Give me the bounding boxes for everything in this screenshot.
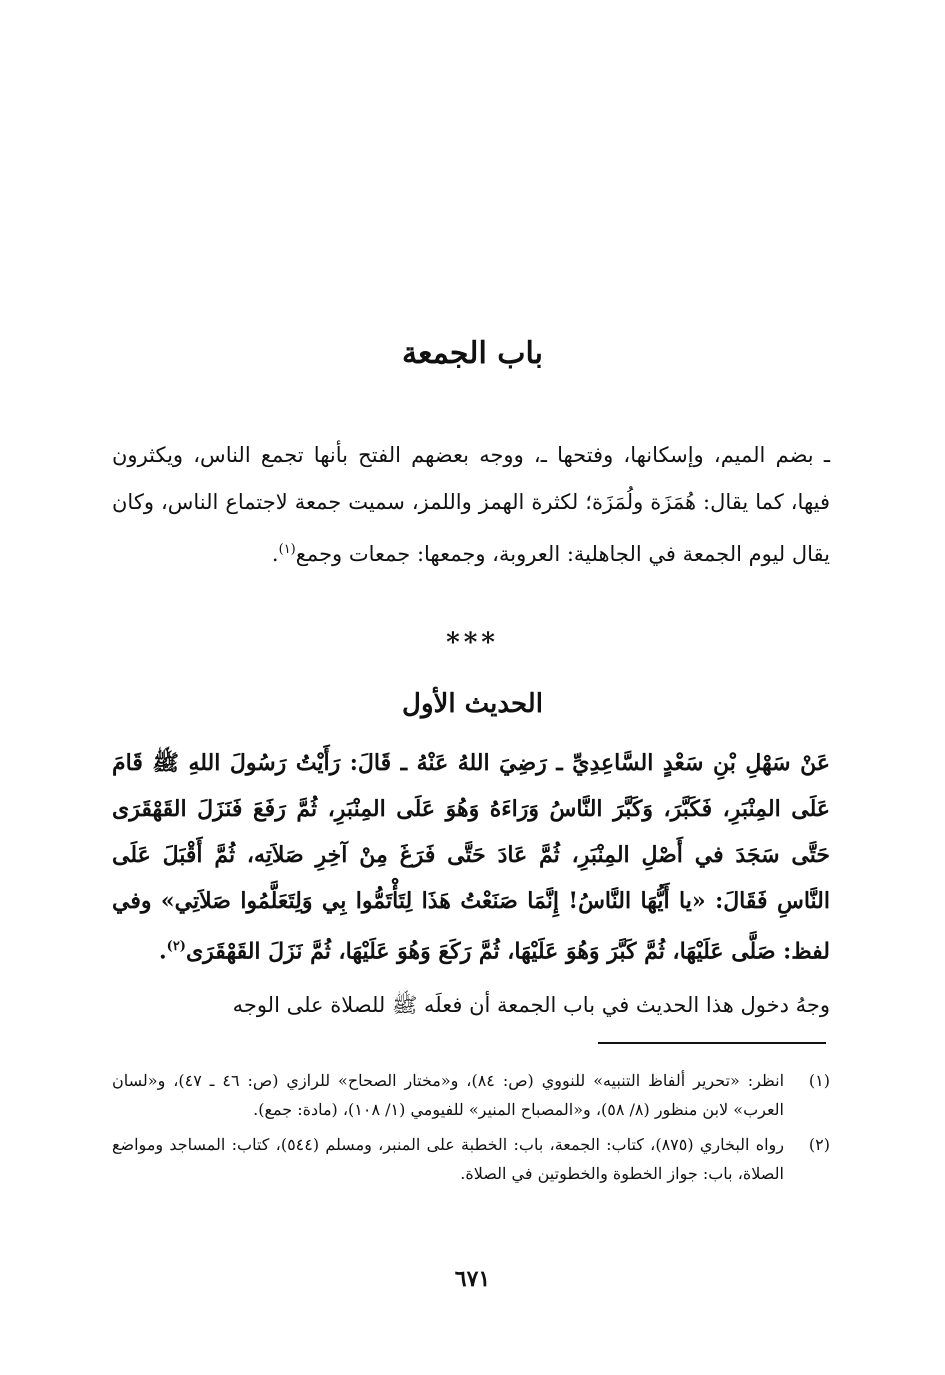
footnote-text: رواه البخاري (٨٧٥)، كتاب: الجمعة، باب: الخطبة على المنبر، ومسلم (٥٤٤)، كتاب: المساجد ومواضع الصلاة، باب: جواز الخطوة والخطوتين في الصلاة.	[112, 1135, 784, 1183]
footnote-divider	[598, 1042, 826, 1044]
footnote-item	[112, 1130, 830, 1188]
intro-paragraph	[112, 432, 830, 578]
commentary-paragraph: وجهُ دخول هذا الحديث في باب الجمعة أن فعلَه ﷺ للصلاة على الوجه	[232, 993, 830, 1017]
intro-end: .	[271, 542, 279, 566]
footnote-item	[112, 1066, 830, 1124]
intro-text: ـ بضم الميم، وإسكانها، وفتحها ـ، ووجه بعضهم الفتح بأنها تجمع الناس، ويكثرون فيها، كما يقال: هُمَزَة ولُمَزَة؛ لكثرة الهمز واللمز، سميت جمعة لاجتماع الناس، وكان يقال ليوم الجمعة في الجاهلية: العروبة، وجمعها: جمعات وجمع	[112, 443, 830, 566]
section-title: الحديث الأول	[402, 689, 543, 719]
footnote-marker-2[interactable]: (٢)	[166, 939, 186, 954]
page-number: ٦٧١	[454, 1266, 491, 1292]
hadith-text: عَنْ سَهْلِ بْنِ سَعْدٍ السَّاعِدِيِّ ـ رَضِيَ اللهُ عَنْهُ ـ قَالَ: رَأَيْتُ رَسُولَ اللهِ ﷺ قَامَ عَلَى المِنْبَرِ، فَكَبَّرَ، وَكَبَّرَ النَّاسُ وَرَاءَهُ وَهُوَ عَلَى المِنْبَرِ، ثُمَّ رَفَعَ فَنَزَلَ القَهْقَرَى حَتَّى سَجَدَ في أَصْلِ المِنْبَرِ، ثُمَّ عَادَ حَتَّى فَرَغَ مِنْ آخِرِ صَلاَتِه، ثُمَّ أَقْبَلَ عَلَى النَّاسِ فَقَالَ: «يا أَيُّهَا النَّاسُ! إِنَّمَا صَنَعْتُ هَذَا لِتَأْتَمُّوا بِي وَلِتَعَلَّمُوا صَلاَتِي» وفي لفظ: صَلَّى عَلَيْهَا، ثُمَّ كَبَّرَ وَهُوَ عَلَيْهَا، ثُمَّ رَكَعَ وَهُوَ عَلَيْهَا، ثُمَّ نَزَلَ القَهْقَرَى	[112, 750, 830, 965]
footnote-number: (٢)	[808, 1135, 830, 1154]
section-separator: ***	[446, 628, 499, 658]
footnotes	[112, 1066, 830, 1194]
footnote-text: انظر: «تحرير ألفاظ التنبيه» للنووي (ص: ٨٤)، و«مختار الصحاح» للرازي (ص: ٤٦ ـ ٤٧)، و«لسان العرب» لابن منظور (٨/ ٥٨)، و«المصباح المنير» للفيومي (١/ ١٠٨)، (مادة: جمع).	[112, 1071, 785, 1119]
hadith-text-block	[112, 740, 830, 974]
chapter-title: باب الجمعة	[402, 336, 543, 371]
footnote-number: (١)	[808, 1071, 830, 1090]
hadith-end: .	[158, 938, 167, 965]
footnote-marker-1[interactable]: (١)	[278, 542, 296, 557]
